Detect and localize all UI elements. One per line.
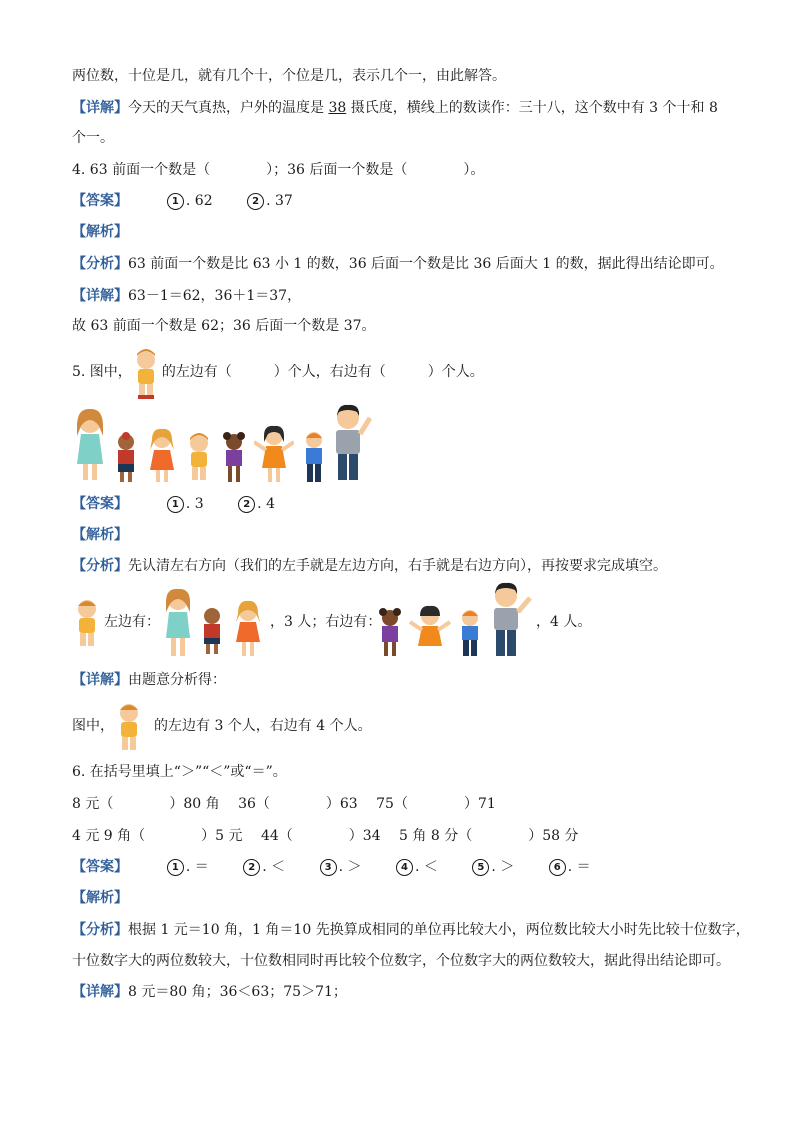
boy-blue-icon	[300, 428, 328, 484]
boy-icon	[114, 700, 144, 754]
q5-detail	[72, 670, 226, 690]
text: 今天的天气真热，户外的温度是	[128, 100, 329, 116]
circled-number: 1	[167, 496, 184, 513]
answer-item	[238, 494, 275, 514]
answer-value: . ＝	[185, 859, 209, 875]
answer-item	[167, 494, 204, 514]
detail-tag: 【详解】	[72, 984, 128, 1000]
analysis-tag: 【解析】	[72, 527, 128, 543]
answer-tag: 【答案】	[72, 859, 128, 875]
q6-answer	[72, 857, 621, 877]
circled-number: 6	[549, 859, 566, 876]
analysis-tag: 【解析】	[72, 890, 128, 906]
analysis-tag: 【解析】	[72, 224, 128, 240]
q6-row-1: 8 元（ ）80 角 36（ ）63 75（ ）71	[72, 796, 496, 812]
question-4: 4. 63 前面一个数是（ ）；36 后面一个数是（ ）。	[72, 162, 485, 178]
q5-analysis	[72, 556, 667, 576]
answer-value: . ＜	[414, 859, 438, 875]
girl-purple-icon	[220, 430, 248, 484]
answer-value: . 3	[185, 496, 204, 512]
circled-number: 2	[243, 859, 260, 876]
text-line: 十位数字大的两位数较大，十位数相同时再比较个位数字，个位数字大的两位数较大，据此得出结论即可。	[72, 953, 730, 969]
text: 根据 1 元＝10 角，1 角＝10 先换算成相同的单位再比较大小，两位数比较大小时先比较十位数字，	[128, 922, 750, 938]
q4-answer	[72, 191, 323, 211]
girl-waving-icon	[254, 424, 294, 484]
right-count-label: ，4 人。	[536, 614, 592, 630]
girl-teal-icon	[72, 406, 108, 484]
detail-tag: 【详解】	[72, 672, 128, 688]
girl-orange-icon	[146, 426, 178, 484]
answer-tag: 【答案】	[72, 496, 128, 512]
answer-item	[247, 191, 293, 211]
circled-number: 5	[472, 859, 489, 876]
circled-number: 1	[167, 859, 184, 876]
answer-item	[167, 191, 213, 211]
circled-number: 2	[238, 496, 255, 513]
circled-number: 3	[320, 859, 337, 876]
text: 63－1＝62，36＋1＝37，	[128, 288, 302, 304]
man-icon	[330, 404, 372, 484]
answer-value: . 4	[257, 496, 275, 512]
underlined-number: 38	[328, 100, 347, 116]
left-count-label: ，3 人；右边有：	[270, 614, 382, 630]
boy-icon	[72, 596, 102, 650]
q5-answer	[72, 494, 305, 514]
analysis-label: 【分析】	[72, 558, 128, 574]
boy-icon	[130, 346, 162, 400]
answer-item	[396, 857, 438, 877]
detail-tag: 【详解】	[72, 100, 128, 116]
circled-number: 2	[247, 193, 264, 210]
q6-analysis	[72, 920, 750, 940]
text: 的左边有 3 个人，右边有 4 个人。	[154, 718, 372, 734]
text: 5. 图中，	[72, 364, 132, 380]
people-row	[72, 402, 372, 484]
answer-value: . 37	[266, 193, 293, 209]
analysis-label: 【分析】	[72, 256, 128, 272]
q4-analysis	[72, 254, 724, 274]
answer-value: . ＜	[262, 859, 286, 875]
text: 8 元＝80 角；36＜63；75＞71；	[128, 984, 347, 1000]
text: 的左边有（ ）个人，右边有（ ）个人。	[161, 364, 484, 380]
text-line: 两位数，十位是几，就有几个十，个位是几，表示几个一，由此解答。	[72, 68, 506, 84]
q4-detail	[72, 286, 301, 306]
detail-line	[72, 98, 718, 118]
answer-item	[320, 857, 362, 877]
q6-row-2: 4 元 9 角（ ）5 元 44（ ）34 5 角 8 分（ ）58 分	[72, 828, 579, 844]
answer-item	[243, 857, 285, 877]
q6-detail	[72, 982, 347, 1002]
circled-number: 4	[396, 859, 413, 876]
text: 由题意分析得：	[128, 672, 226, 688]
detail-tag: 【详解】	[72, 288, 128, 304]
answer-item	[472, 857, 514, 877]
text: 摄氏度，横线上的数读作：三十八，这个数中有 3 个十和 8	[346, 100, 718, 116]
text: 先认清左右方向（我们的左手就是左边方向，右手就是右边方向），再按要求完成填空。	[128, 558, 667, 574]
answer-tag: 【答案】	[72, 193, 128, 209]
circled-number: 1	[167, 193, 184, 210]
girl-red-icon	[112, 430, 140, 484]
text-line: 故 63 前面一个数是 62；36 后面一个数是 37。	[72, 318, 376, 334]
answer-value: . 62	[185, 193, 213, 209]
left-side-label: 左边有：	[104, 614, 160, 630]
answer-value: . ＞	[491, 859, 515, 875]
analysis-label: 【分析】	[72, 922, 128, 938]
answer-item	[549, 857, 591, 877]
boy-icon	[184, 430, 214, 484]
answer-value: . ＝	[567, 859, 591, 875]
right-group-icon	[378, 582, 534, 660]
text-line: 个一。	[72, 130, 114, 146]
left-group-icon	[160, 586, 268, 660]
answer-value: . ＞	[338, 859, 362, 875]
question-6: 6. 在括号里填上“＞”“＜”或“＝”。	[72, 764, 287, 780]
text: 63 前面一个数是比 63 小 1 的数，36 后面一个数是比 36 后面大 1 的数，据此得出结论即可。	[128, 256, 724, 272]
answer-item	[167, 857, 209, 877]
text: 图中，	[72, 718, 114, 734]
